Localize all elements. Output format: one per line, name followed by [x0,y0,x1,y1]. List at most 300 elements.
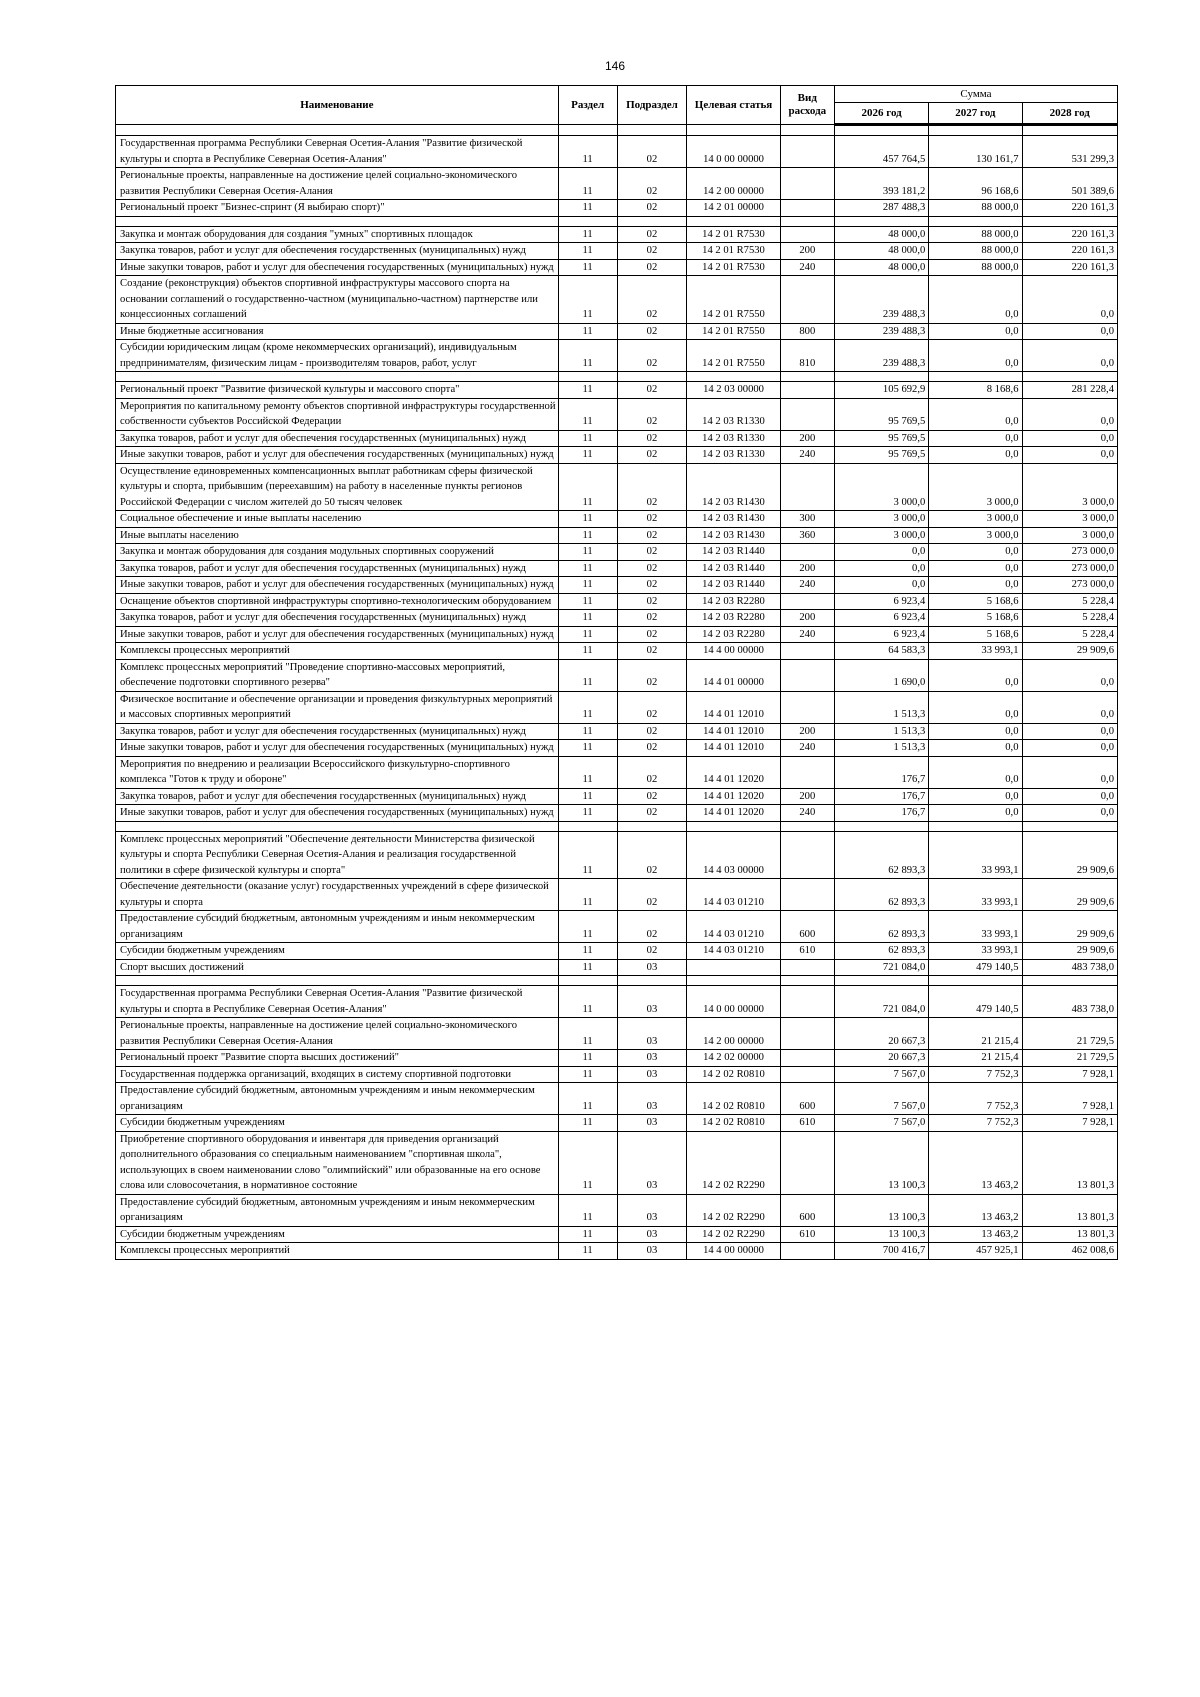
row-name: Субсидии бюджетным учреждениям [116,1226,559,1243]
row-subsection: 02 [617,447,687,464]
row-sum-2028: 0,0 [1022,430,1118,447]
spacer-cell [834,372,928,382]
spacer-cell [687,976,780,986]
row-name: Субсидии бюджетным учреждениям [116,943,559,960]
row-expense-type: 240 [780,740,834,757]
row-name: Социальное обеспечение и иные выплаты населению [116,511,559,528]
row-subsection: 02 [617,943,687,960]
row-expense-type [780,168,834,200]
row-sum-2026: 62 893,3 [834,879,928,911]
spacer-cell [834,216,928,226]
table-row [116,243,1118,260]
row-name: Приобретение спортивного оборудования и инвентаря для приведения организаций дополнительного образования со специальным наименованием "спортивная школа", использующих в своем наименовании слово "олимпийский" или образованные на его основе слова или словосочетания, в нормативное состояние [116,1131,559,1194]
row-name: Региональный проект "Бизнес-спринт (Я выбираю спорт)" [116,200,559,217]
row-section: 11 [558,511,617,528]
row-section: 11 [558,659,617,691]
row-section: 11 [558,323,617,340]
header-sum: Сумма [834,86,1117,103]
row-section: 11 [558,1194,617,1226]
row-expense-type: 810 [780,340,834,372]
table-row [116,340,1118,372]
row-name: Предоставление субсидий бюджетным, автономным учреждениям и иным некоммерческим организациям [116,1083,559,1115]
row-expense-type [780,1066,834,1083]
row-expense-type: 360 [780,527,834,544]
row-sum-2028: 7 928,1 [1022,1066,1118,1083]
row-sum-2028: 0,0 [1022,740,1118,757]
row-section: 11 [558,911,617,943]
row-subsection: 02 [617,643,687,660]
row-sum-2027: 0,0 [929,560,1022,577]
row-sum-2026: 0,0 [834,544,928,561]
row-target-article: 14 2 02 00000 [687,1050,780,1067]
row-target-article: 14 4 03 01210 [687,911,780,943]
row-name: Региональный проект "Развитие физической культуры и массового спорта" [116,382,559,399]
spacer-cell [780,372,834,382]
row-target-article: 14 2 00 00000 [687,168,780,200]
row-expense-type [780,831,834,879]
row-subsection: 03 [617,1115,687,1132]
row-section: 11 [558,1066,617,1083]
row-expense-type: 240 [780,447,834,464]
row-subsection: 02 [617,805,687,822]
row-sum-2026: 62 893,3 [834,911,928,943]
row-section: 11 [558,831,617,879]
row-target-article: 14 2 03 R1330 [687,430,780,447]
row-subsection: 02 [617,788,687,805]
row-sum-2028: 29 909,6 [1022,831,1118,879]
row-target-article: 14 2 03 R1440 [687,560,780,577]
row-sum-2026: 48 000,0 [834,259,928,276]
row-subsection: 02 [617,382,687,399]
row-name: Государственная поддержка организаций, входящих в систему спортивной подготовки [116,1066,559,1083]
row-sum-2026: 721 084,0 [834,986,928,1018]
row-sum-2028: 220 161,3 [1022,259,1118,276]
row-target-article: 14 4 01 12010 [687,723,780,740]
row-expense-type: 200 [780,243,834,260]
row-sum-2026: 6 923,4 [834,610,928,627]
row-subsection: 02 [617,577,687,594]
table-body [116,125,1118,1260]
row-subsection: 03 [617,1131,687,1194]
spacer-cell [929,216,1022,226]
row-sum-2026: 6 923,4 [834,626,928,643]
row-subsection: 02 [617,168,687,200]
row-name: Иные закупки товаров, работ и услуг для обеспечения государственных (муниципальных) нужд [116,740,559,757]
row-sum-2027: 0,0 [929,430,1022,447]
row-sum-2028: 13 801,3 [1022,1226,1118,1243]
table-row [116,1050,1118,1067]
row-sum-2028: 5 228,4 [1022,626,1118,643]
row-subsection: 02 [617,723,687,740]
row-section: 11 [558,593,617,610]
row-sum-2027: 3 000,0 [929,463,1022,511]
spacer-cell [116,216,559,226]
row-target-article: 14 2 02 R2290 [687,1194,780,1226]
row-target-article: 14 2 01 R7550 [687,276,780,324]
row-subsection: 02 [617,511,687,528]
table-row [116,659,1118,691]
row-expense-type [780,756,834,788]
row-subsection: 02 [617,610,687,627]
row-expense-type [780,1243,834,1260]
row-subsection: 02 [617,243,687,260]
row-sum-2028: 273 000,0 [1022,560,1118,577]
row-target-article: 14 4 01 12020 [687,756,780,788]
row-name: Государственная программа Республики Северная Осетия-Алания "Развитие физической культуры и спорта в Республике Северная Осетия-Алания" [116,136,559,168]
row-expense-type [780,1018,834,1050]
row-sum-2028: 483 738,0 [1022,959,1118,976]
row-subsection: 02 [617,544,687,561]
row-target-article: 14 2 01 00000 [687,200,780,217]
row-expense-type [780,879,834,911]
row-expense-type [780,959,834,976]
row-sum-2028: 281 228,4 [1022,382,1118,399]
row-sum-2026: 176,7 [834,805,928,822]
row-sum-2026: 239 488,3 [834,276,928,324]
row-target-article: 14 2 02 R2290 [687,1131,780,1194]
row-section: 11 [558,382,617,399]
row-sum-2027: 479 140,5 [929,959,1022,976]
row-sum-2028: 13 801,3 [1022,1194,1118,1226]
row-expense-type [780,1131,834,1194]
row-sum-2028: 0,0 [1022,756,1118,788]
row-sum-2026: 1 690,0 [834,659,928,691]
spacer-cell [780,976,834,986]
row-section: 11 [558,1115,617,1132]
table-row [116,723,1118,740]
row-sum-2027: 8 168,6 [929,382,1022,399]
row-target-article: 14 0 00 00000 [687,986,780,1018]
row-expense-type: 240 [780,626,834,643]
row-name: Иные выплаты населению [116,527,559,544]
row-name: Закупка товаров, работ и услуг для обеспечения государственных (муниципальных) нужд [116,723,559,740]
row-name: Иные закупки товаров, работ и услуг для обеспечения государственных (муниципальных) нужд [116,805,559,822]
row-sum-2028: 3 000,0 [1022,463,1118,511]
row-name: Закупка товаров, работ и услуг для обеспечения государственных (муниципальных) нужд [116,560,559,577]
table-row [116,626,1118,643]
row-expense-type: 240 [780,259,834,276]
spacer-cell [558,372,617,382]
row-name: Комплекс процессных мероприятий "Проведение спортивно-массовых мероприятий, обеспечение подготовки спортивного резерва" [116,659,559,691]
spacer-cell [687,372,780,382]
spacer-row [116,125,1118,136]
row-section: 11 [558,626,617,643]
header-year-2028: 2028 год [1022,103,1118,125]
row-sum-2028: 21 729,5 [1022,1050,1118,1067]
row-expense-type: 300 [780,511,834,528]
row-sum-2028: 5 228,4 [1022,593,1118,610]
row-expense-type: 610 [780,1115,834,1132]
row-expense-type [780,200,834,217]
spacer-cell [617,372,687,382]
row-sum-2026: 3 000,0 [834,527,928,544]
row-sum-2026: 20 667,3 [834,1018,928,1050]
row-section: 11 [558,168,617,200]
row-subsection: 02 [617,626,687,643]
row-expense-type [780,986,834,1018]
table-row [116,643,1118,660]
row-sum-2027: 0,0 [929,544,1022,561]
spacer-cell [617,976,687,986]
row-section: 11 [558,986,617,1018]
table-row [116,879,1118,911]
row-section: 11 [558,463,617,511]
spacer-cell [116,821,559,831]
spacer-row [116,372,1118,382]
row-subsection: 02 [617,691,687,723]
table-row [116,226,1118,243]
row-subsection: 02 [617,136,687,168]
row-target-article: 14 4 03 01210 [687,879,780,911]
spacer-cell [780,821,834,831]
row-name: Мероприятия по внедрению и реализации Всероссийского физкультурно-спортивного комплекса "Готов к труду и обороне" [116,756,559,788]
row-sum-2026: 700 416,7 [834,1243,928,1260]
table-row [116,447,1118,464]
row-name: Осуществление единовременных компенсационных выплат работникам сферы физической культуры и спорта, прибывшим (переехавшим) на работу в населенные пункты регионов Российской Федерации с числом жителей до 50 тысяч человек [116,463,559,511]
row-sum-2028: 273 000,0 [1022,544,1118,561]
row-sum-2027: 7 752,3 [929,1066,1022,1083]
row-subsection: 02 [617,226,687,243]
row-subsection: 02 [617,911,687,943]
table-row [116,1066,1118,1083]
row-sum-2027: 0,0 [929,691,1022,723]
table-row [116,691,1118,723]
row-target-article: 14 4 01 12020 [687,805,780,822]
spacer-cell [617,216,687,226]
table-row [116,323,1118,340]
row-sum-2027: 5 168,6 [929,626,1022,643]
row-sum-2026: 62 893,3 [834,943,928,960]
table-row [116,577,1118,594]
row-target-article: 14 4 01 00000 [687,659,780,691]
spacer-cell [1022,976,1118,986]
row-sum-2028: 0,0 [1022,398,1118,430]
row-sum-2027: 0,0 [929,788,1022,805]
table-row [116,168,1118,200]
row-sum-2028: 220 161,3 [1022,243,1118,260]
spacer-cell [1022,216,1118,226]
row-target-article: 14 2 01 R7550 [687,340,780,372]
spacer-cell [834,976,928,986]
row-name: Закупка и монтаж оборудования для создания "умных" спортивных площадок [116,226,559,243]
row-subsection: 02 [617,323,687,340]
row-subsection: 02 [617,831,687,879]
row-subsection: 03 [617,1194,687,1226]
row-sum-2028: 29 909,6 [1022,911,1118,943]
row-expense-type: 610 [780,1226,834,1243]
row-sum-2026: 0,0 [834,577,928,594]
row-sum-2027: 88 000,0 [929,259,1022,276]
table-row [116,560,1118,577]
row-sum-2026: 64 583,3 [834,643,928,660]
row-name: Региональный проект "Развитие спорта высших достижений" [116,1050,559,1067]
table-row [116,259,1118,276]
spacer-cell [116,372,559,382]
row-sum-2028: 220 161,3 [1022,200,1118,217]
table-row [116,831,1118,879]
row-section: 11 [558,200,617,217]
row-target-article: 14 2 03 00000 [687,382,780,399]
row-section: 11 [558,959,617,976]
row-name: Оснащение объектов спортивной инфраструктуры спортивно-технологическим оборудованием [116,593,559,610]
row-sum-2027: 7 752,3 [929,1115,1022,1132]
row-expense-type [780,593,834,610]
table-row [116,1083,1118,1115]
row-target-article: 14 0 00 00000 [687,136,780,168]
row-sum-2027: 0,0 [929,398,1022,430]
row-sum-2026: 393 181,2 [834,168,928,200]
row-section: 11 [558,1226,617,1243]
table-row [116,276,1118,324]
row-sum-2027: 13 463,2 [929,1194,1022,1226]
row-name: Государственная программа Республики Северная Осетия-Алания "Развитие физической культуры и спорта в Республике Северная Осетия-Алания" [116,986,559,1018]
row-subsection: 02 [617,756,687,788]
row-sum-2026: 13 100,3 [834,1226,928,1243]
row-sum-2026: 176,7 [834,788,928,805]
row-name: Комплексы процессных мероприятий [116,643,559,660]
row-section: 11 [558,1083,617,1115]
table-row [116,1131,1118,1194]
row-target-article: 14 2 03 R1440 [687,577,780,594]
row-sum-2026: 1 513,3 [834,691,928,723]
row-target-article: 14 2 03 R1330 [687,447,780,464]
row-subsection: 03 [617,1018,687,1050]
row-subsection: 02 [617,560,687,577]
spacer-cell [929,372,1022,382]
row-section: 11 [558,643,617,660]
row-target-article: 14 2 03 R1440 [687,544,780,561]
row-sum-2027: 0,0 [929,740,1022,757]
row-name: Физическое воспитание и обеспечение организации и проведения физкультурных мероприятий и массовых спортивных мероприятий [116,691,559,723]
row-sum-2027: 0,0 [929,723,1022,740]
row-expense-type [780,659,834,691]
table-row [116,1018,1118,1050]
spacer-cell [1022,372,1118,382]
table-row [116,986,1118,1018]
row-name: Предоставление субсидий бюджетным, автономным учреждениям и иным некоммерческим организациям [116,911,559,943]
header-expense-type: Вид расхода [780,86,834,125]
row-target-article: 14 4 01 12010 [687,691,780,723]
row-sum-2026: 287 488,3 [834,200,928,217]
row-section: 11 [558,243,617,260]
row-section: 11 [558,691,617,723]
row-section: 11 [558,340,617,372]
row-section: 11 [558,577,617,594]
row-section: 11 [558,723,617,740]
row-expense-type [780,398,834,430]
row-section: 11 [558,447,617,464]
row-section: 11 [558,259,617,276]
row-section: 11 [558,756,617,788]
row-target-article: 14 2 02 R2290 [687,1226,780,1243]
row-section: 11 [558,610,617,627]
row-sum-2027: 33 993,1 [929,879,1022,911]
row-sum-2027: 3 000,0 [929,527,1022,544]
row-sum-2028: 273 000,0 [1022,577,1118,594]
row-sum-2026: 62 893,3 [834,831,928,879]
row-subsection: 03 [617,1050,687,1067]
header-year-2027: 2027 год [929,103,1022,125]
row-sum-2026: 721 084,0 [834,959,928,976]
row-expense-type: 200 [780,430,834,447]
row-section: 11 [558,560,617,577]
row-subsection: 02 [617,398,687,430]
row-target-article: 14 2 01 R7530 [687,243,780,260]
budget-table [115,85,1118,1260]
spacer-cell [929,821,1022,831]
row-subsection: 02 [617,276,687,324]
row-sum-2026: 20 667,3 [834,1050,928,1067]
row-target-article: 14 4 01 12020 [687,788,780,805]
header-target-article: Целевая статья [687,86,780,125]
row-name: Региональные проекты, направленные на достижение целей социально-экономического развития Республики Северная Осетия-Алания [116,168,559,200]
row-sum-2026: 7 567,0 [834,1083,928,1115]
row-sum-2027: 88 000,0 [929,226,1022,243]
row-target-article: 14 4 03 00000 [687,831,780,879]
row-expense-type: 600 [780,1083,834,1115]
row-expense-type [780,1050,834,1067]
row-target-article: 14 2 01 R7530 [687,226,780,243]
row-sum-2027: 0,0 [929,447,1022,464]
row-expense-type: 240 [780,577,834,594]
row-subsection: 03 [617,986,687,1018]
row-sum-2027: 0,0 [929,577,1022,594]
table-row [116,511,1118,528]
row-expense-type: 200 [780,610,834,627]
row-name: Иные закупки товаров, работ и услуг для обеспечения государственных (муниципальных) нужд [116,447,559,464]
row-expense-type [780,226,834,243]
row-sum-2028: 5 228,4 [1022,610,1118,627]
spacer-row [116,976,1118,986]
row-name: Субсидии юридическим лицам (кроме некоммерческих организаций), индивидуальным предпринимателям, физическим лицам - производителям товаров, работ, услуг [116,340,559,372]
row-target-article: 14 4 00 00000 [687,643,780,660]
row-target-article: 14 2 02 R0810 [687,1066,780,1083]
row-sum-2028: 0,0 [1022,805,1118,822]
row-expense-type [780,463,834,511]
row-subsection: 03 [617,1066,687,1083]
row-expense-type: 200 [780,560,834,577]
table-row [116,1115,1118,1132]
row-section: 11 [558,544,617,561]
row-target-article: 14 2 01 R7550 [687,323,780,340]
row-target-article: 14 2 03 R1430 [687,527,780,544]
row-sum-2027: 96 168,6 [929,168,1022,200]
row-sum-2027: 13 463,2 [929,1226,1022,1243]
row-subsection: 02 [617,879,687,911]
row-target-article [687,959,780,976]
row-name: Закупка товаров, работ и услуг для обеспечения государственных (муниципальных) нужд [116,788,559,805]
row-name: Иные закупки товаров, работ и услуг для обеспечения государственных (муниципальных) нужд [116,626,559,643]
row-subsection: 02 [617,430,687,447]
row-sum-2026: 105 692,9 [834,382,928,399]
row-sum-2027: 0,0 [929,659,1022,691]
row-name: Закупка товаров, работ и услуг для обеспечения государственных (муниципальных) нужд [116,430,559,447]
row-name: Закупка товаров, работ и услуг для обеспечения государственных (муниципальных) нужд [116,243,559,260]
row-subsection: 03 [617,1083,687,1115]
row-target-article: 14 2 02 R0810 [687,1083,780,1115]
row-target-article: 14 2 03 R1430 [687,511,780,528]
row-expense-type: 240 [780,805,834,822]
row-subsection: 02 [617,593,687,610]
spacer-cell [558,216,617,226]
row-section: 11 [558,276,617,324]
row-target-article: 14 4 01 12010 [687,740,780,757]
row-sum-2026: 1 513,3 [834,740,928,757]
row-name: Спорт высших достижений [116,959,559,976]
row-expense-type [780,382,834,399]
row-section: 11 [558,1018,617,1050]
row-sum-2026: 7 567,0 [834,1115,928,1132]
